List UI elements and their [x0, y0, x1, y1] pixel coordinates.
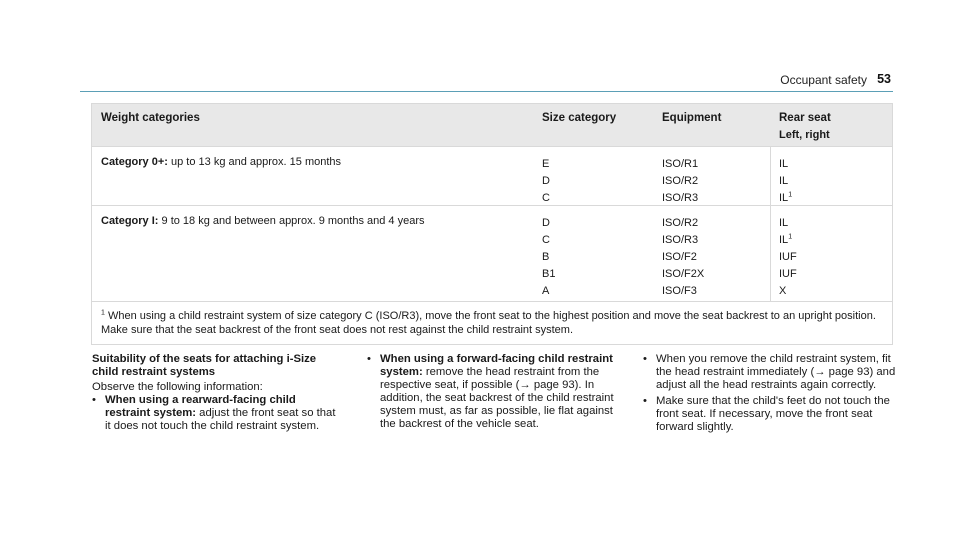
equipment-value: ISO/R2	[662, 175, 699, 187]
bullet-icon: •	[367, 353, 371, 365]
list-item	[643, 395, 898, 434]
table-footnote	[92, 301, 892, 344]
bullet-text: Make sure that the child's feet do not touch the front seat. If necessary, move the front seat forward slightly.	[656, 395, 890, 433]
header-weight: Weight categories	[101, 112, 200, 124]
bullet-icon: •	[643, 395, 647, 407]
seat-value: IUF	[779, 251, 797, 263]
seat-value: IL	[779, 158, 789, 170]
size-value: D	[542, 217, 550, 229]
intro-text: Observe the following information:	[92, 381, 263, 393]
bullet-icon: •	[92, 394, 96, 406]
bullet-text: remove the head restraint from the respective seat, if possible (→ page 93). In addition, the seat backrest of the child restraint system must, as far as possible, lie flat against the backrest of the vehicle seat.	[380, 366, 614, 430]
seat-value: IL	[779, 234, 789, 246]
bullet-icon: •	[643, 353, 647, 365]
equipment-value: ISO/F2	[662, 251, 697, 263]
header-rule	[80, 91, 893, 92]
header-rear-seat-sides: Left, right	[779, 129, 830, 141]
size-value: B	[542, 251, 550, 263]
seat-cell	[779, 156, 792, 207]
seat-value: IL	[779, 217, 789, 229]
header-equipment: Equipment	[662, 112, 722, 124]
list-item	[92, 394, 342, 433]
bullet-text: adjust the front seat so that it does not touch the child restraint system.	[105, 407, 336, 432]
category-cell	[101, 156, 341, 168]
footnote-ref: 1	[788, 233, 793, 241]
seat-value: X	[779, 285, 787, 297]
size-value: C	[542, 192, 550, 204]
equipment-cell	[662, 215, 704, 300]
equipment-value: ISO/R3	[662, 234, 699, 246]
category-cell	[101, 215, 424, 227]
section-title: Occupant safety	[780, 73, 867, 87]
category-label: Category I:	[101, 215, 159, 227]
footnote-text: When using a child restraint system of size category C (ISO/R3), move the front seat to the highest position and move the seat backrest to an upright position. Make sure that the seat backrest of the front seat does not rest against the child restraint system.	[101, 310, 876, 336]
i-size-column	[92, 353, 342, 433]
head-restraint-column	[643, 353, 898, 434]
list-item	[367, 353, 629, 431]
bullet-heading: When using a forward-facing child restraint system:	[380, 353, 613, 378]
page-header	[80, 68, 893, 92]
seat-value: IL	[779, 192, 789, 204]
header-size: Size category	[542, 112, 617, 124]
size-cell	[542, 156, 550, 207]
category-description: 9 to 18 kg and between approx. 9 months and 4 years	[158, 215, 425, 227]
category-label: Category 0+:	[101, 156, 168, 168]
equipment-value: ISO/R2	[662, 217, 699, 229]
bullet-heading: When using a rearward-facing child restraint system:	[105, 394, 296, 419]
bullet-text: When you remove the child restraint system, fit the head restraint immediately (→ page 93) and adjust all the head restraints again correctly.	[656, 353, 896, 391]
table-row	[92, 146, 892, 205]
size-value: C	[542, 234, 550, 246]
equipment-value: ISO/F2X	[662, 268, 705, 280]
size-value: A	[542, 285, 550, 297]
column-divider	[770, 206, 771, 301]
weight-category-table	[91, 103, 893, 345]
size-value: D	[542, 175, 550, 187]
page-number: 53	[877, 72, 891, 86]
category-description: up to 13 kg and approx. 15 months	[167, 156, 342, 168]
footnote-ref: 1	[788, 191, 793, 199]
size-value: E	[542, 158, 550, 170]
seat-value: IUF	[779, 268, 797, 280]
table-header	[92, 104, 892, 146]
footnote-mark: 1	[101, 309, 105, 317]
equipment-value: ISO/R1	[662, 158, 699, 170]
equipment-cell	[662, 156, 698, 207]
header-rear-seat: Rear seat	[779, 112, 831, 124]
seat-cell	[779, 215, 797, 300]
forward-facing-column	[367, 353, 629, 431]
section-heading: Suitability of the seats for attaching i-Size child restraint systems	[92, 353, 317, 378]
equipment-value: ISO/R3	[662, 192, 699, 204]
size-value: B1	[542, 268, 556, 280]
seat-value: IL	[779, 175, 789, 187]
equipment-value: ISO/F3	[662, 285, 697, 297]
size-cell	[542, 215, 555, 300]
table-row	[92, 205, 892, 301]
column-divider	[770, 147, 771, 205]
list-item	[643, 353, 898, 392]
